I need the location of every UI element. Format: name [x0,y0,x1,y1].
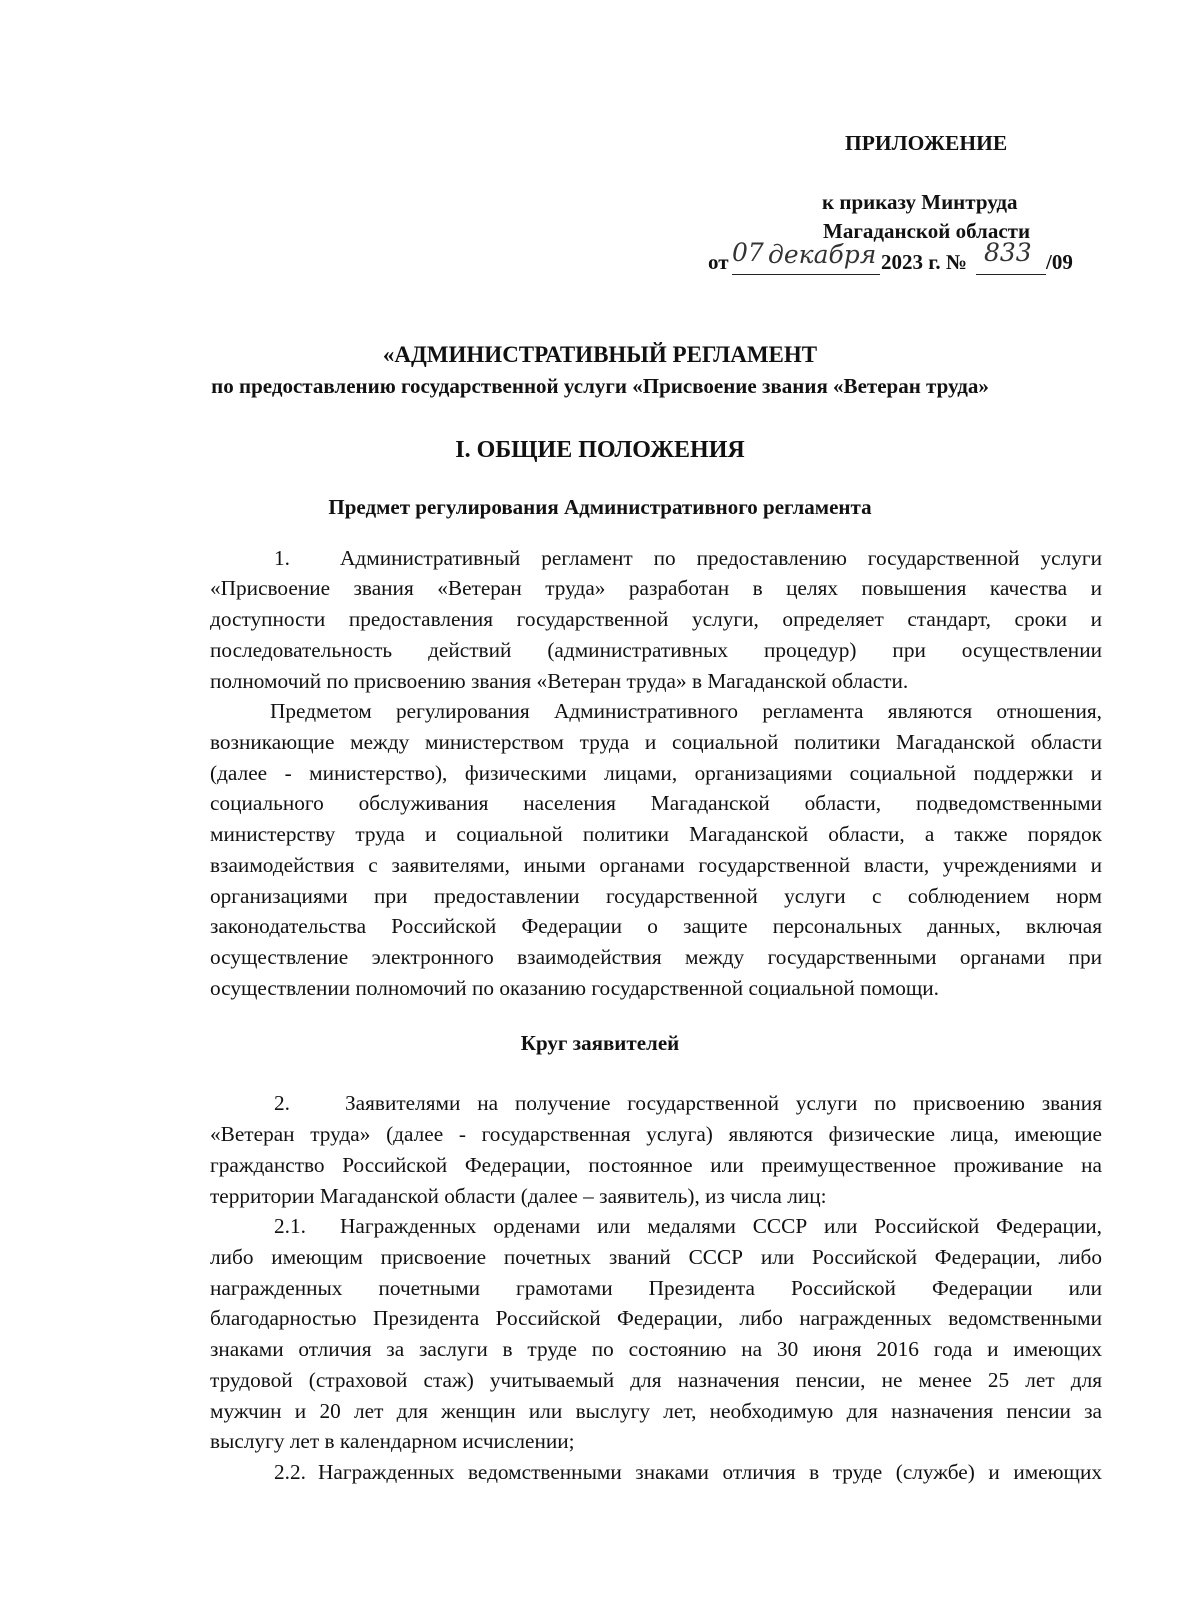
order-number-suffix: /09 [1046,250,1073,274]
order-reference-line1: к приказу Минтруда [822,190,1018,214]
paragraph-1-first-line: Административный регламент по предоставлению государственной услуги [340,546,1102,570]
paragraph-subject-line: социального обслуживания населения Магаданской области, подведомственными [210,791,1102,815]
number-underline [976,274,1046,275]
paragraph-2-line: территории Магаданской области (далее – заявитель), из числа лиц: [210,1184,827,1208]
regulation-title: «АДМИНИСТРАТИВНЫЙ РЕГЛАМЕНТ [382,342,818,367]
paragraph-subject-first-line: Предметом регулирования Административного регламента являются отношения, [270,699,1102,723]
section-heading: I. ОБЩИЕ ПОЛОЖЕНИЯ [455,437,745,463]
paragraph-2-1-line: мужчин и 20 лет для женщин или выслугу лет, необходимую для назначения пенсии за [210,1399,1102,1423]
paragraph-2-1-line: выслугу лет в календарном исчислении; [210,1429,575,1453]
paragraph-number-2-2: 2.2. [274,1460,306,1484]
order-reference-line2: Магаданской области [823,219,1031,243]
paragraph-2-1-first-line: Награжденных орденами или медалями СССР или Российской Федерации, [340,1214,1102,1238]
date-underline [732,274,880,275]
subsection-heading-subject: Предмет регулирования Административного регламента [328,495,872,519]
date-prefix: от [708,250,729,274]
paragraph-2-1-line: трудовой (страховой стаж) учитываемый для назначения пенсии, не менее 25 лет для [210,1368,1102,1392]
paragraph-2-1-line: либо имеющим присвоение почетных званий СССР или Российской Федерации, либо [210,1245,1102,1269]
subsection-heading-applicants: Круг заявителей [520,1031,680,1055]
paragraph-2-1-line: награжденных почетными грамотами Президента Российской Федерации или [210,1276,1102,1300]
appendix-title: ПРИЛОЖЕНИЕ [845,131,1008,155]
handwritten-day: 07 [732,238,764,267]
paragraph-1-line: доступности предоставления государственной услуги, определяет стандарт, сроки и [210,607,1102,631]
regulation-subtitle: по предоставлению государственной услуги «Присвоение звания «Ветеран труда» [211,374,989,398]
paragraph-number-2-1: 2.1. [274,1214,306,1238]
paragraph-2-2-first-line: Награжденных ведомственными знаками отличия в труде (службе) и имеющих [318,1460,1102,1484]
paragraph-1-line: полномочий по присвоению звания «Ветеран труда» в Магаданской области. [210,669,909,693]
order-date-line [708,250,729,275]
paragraph-1-line: «Присвоение звания «Ветеран труда» разработан в целях повышения качества и [210,576,1102,600]
paragraph-subject-line: организациями при предоставлении государственной услуги с соблюдением норм [210,884,1102,908]
paragraph-2-1-line: благодарностью Президента Российской Федерации, либо награжденных ведомственными [210,1306,1102,1330]
paragraph-subject-line: (далее - министерство), физическими лицами, организациями социальной поддержки и [210,761,1102,785]
paragraph-1-line: последовательность действий (административных процедур) при осуществлении [210,638,1102,662]
paragraph-subject-line: министерству труда и социальной политики Магаданской области, а также порядок [210,822,1102,846]
paragraph-subject-line: возникающие между министерством труда и социальной политики Магаданской области [210,730,1102,754]
handwritten-month: декабря [768,240,877,269]
paragraph-2-line: гражданство Российской Федерации, постоянное или преимущественное проживание на [210,1153,1102,1177]
paragraph-subject-line: законодательства Российской Федерации о защите персональных данных, включая [210,914,1102,938]
paragraph-subject-line: осуществлении полномочий по оказанию государственной социальной помощи. [210,976,939,1000]
paragraph-subject-line: взаимодействия с заявителями, иными органами государственной власти, учреждениями и [210,853,1102,877]
paragraph-number-2: 2. [274,1091,290,1115]
handwritten-order-number: 833 [984,238,1032,267]
paragraph-subject-line: осуществление электронного взаимодействия между государственными органами при [210,945,1102,969]
date-year: 2023 г. № [881,250,968,274]
paragraph-2-1-line: знаками отличия за заслуги в труде по состоянию на 30 июня 2016 года и имеющих [210,1337,1102,1361]
paragraph-2-line: «Ветеран труда» (далее - государственная услуга) являются физические лица, имеющие [210,1122,1102,1146]
paragraph-2-first-line: Заявителями на получение государственной услуги по присвоению звания [345,1091,1102,1115]
paragraph-number-1: 1. [274,546,290,570]
